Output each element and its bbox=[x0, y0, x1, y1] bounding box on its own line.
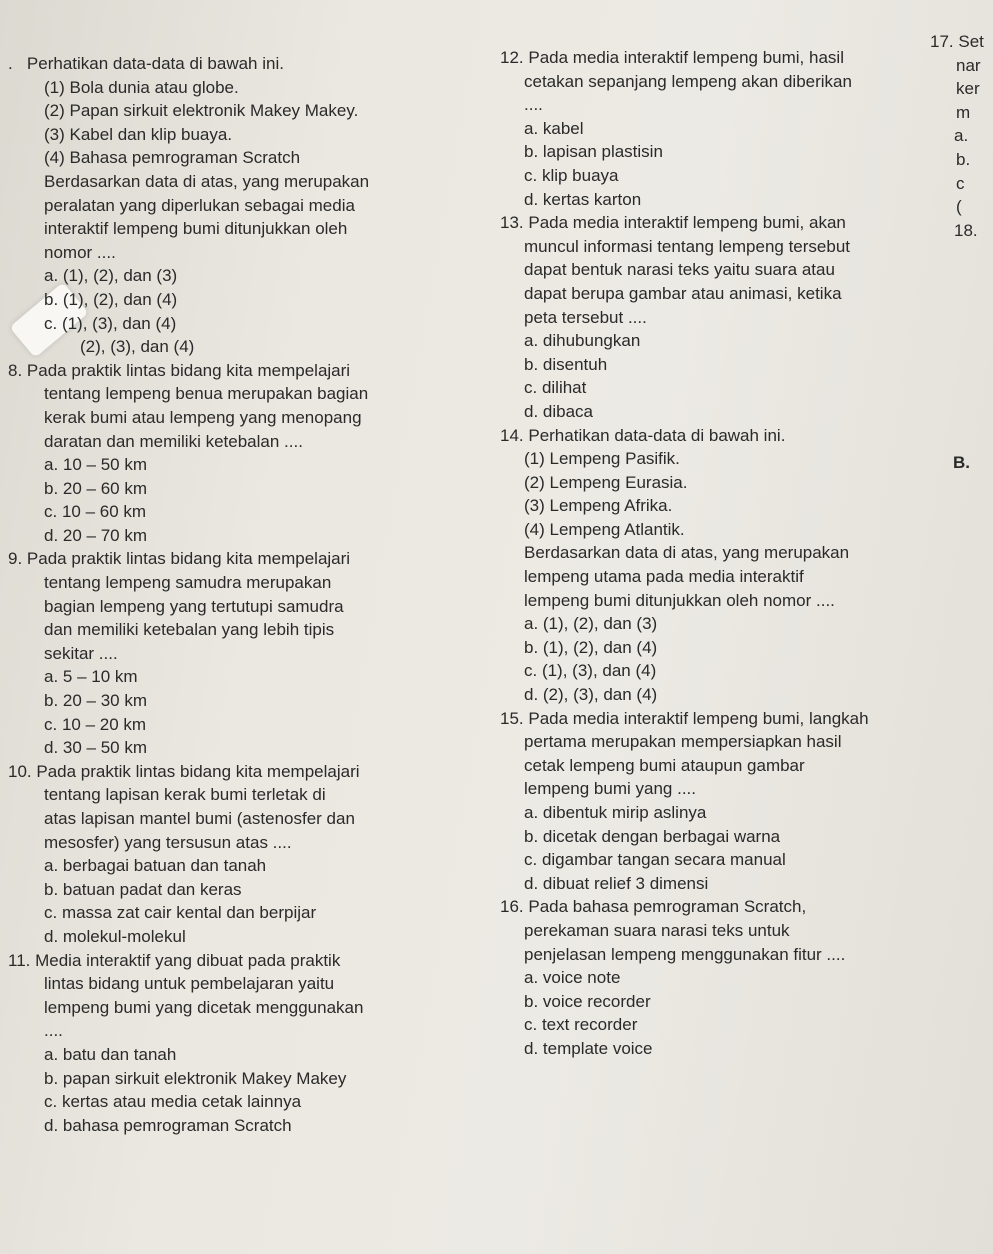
q12-line: 12. Pada media interaktif lempeng bumi, hasil bbox=[500, 48, 844, 67]
question-10 bbox=[8, 760, 473, 949]
q14-line: Berdasarkan data di atas, yang merupakan bbox=[524, 543, 850, 563]
q9-option-a: a. 5 – 10 km bbox=[44, 667, 138, 687]
q8-option-d: d. 20 – 70 km bbox=[44, 525, 148, 545]
q7-line: Berdasarkan data di atas, yang merupakan bbox=[44, 171, 370, 191]
q16-option-a: a. voice note bbox=[524, 968, 621, 988]
q14-option-d: d. (2), (3), dan (4) bbox=[524, 685, 658, 705]
q11-option-a: a. batu dan tanah bbox=[44, 1044, 177, 1064]
column-left bbox=[8, 52, 473, 1137]
question-7 bbox=[8, 52, 473, 359]
q14-item: (1) Lempeng Pasifik. bbox=[524, 449, 680, 469]
q17-fragment: ker bbox=[956, 79, 980, 99]
q15-line: cetak lempeng bumi ataupun gambar bbox=[524, 755, 805, 775]
q14-stem: 14. Perhatikan data-data di bawah ini. bbox=[500, 425, 786, 445]
q16-option-b: b. voice recorder bbox=[524, 991, 651, 1011]
question-14 bbox=[500, 424, 960, 707]
q9-option-d: d. 30 – 50 km bbox=[44, 738, 148, 758]
q7-item: (4) Bahasa pemrograman Scratch bbox=[44, 148, 301, 168]
q8-line: kerak bumi atau lempeng yang menopang bbox=[44, 407, 362, 427]
q10-line: 10. Pada praktik lintas bidang kita mempelajari bbox=[8, 761, 360, 781]
q8-option-c: c. 10 – 60 km bbox=[44, 502, 147, 522]
q14-item: (4) Lempeng Atlantik. bbox=[524, 519, 685, 539]
q16-option-d: d. template voice bbox=[524, 1038, 653, 1058]
q7-line: nomor .... bbox=[44, 242, 116, 262]
q8-line: tentang lempeng benua merupakan bagian bbox=[44, 384, 369, 404]
q7-item: (1) Bola dunia atau globe. bbox=[44, 77, 239, 97]
q11-line: 11. Media interaktif yang dibuat pada praktik bbox=[8, 950, 341, 970]
q11-option-b: b. papan sirkuit elektronik Makey Makey bbox=[44, 1068, 347, 1088]
q15-line: lempeng bumi yang .... bbox=[524, 779, 696, 799]
q8-line: daratan dan memiliki ketebalan .... bbox=[44, 431, 303, 451]
q8-option-b: b. 20 – 60 km bbox=[44, 478, 148, 498]
q13-line: dapat berupa gambar atau animasi, ketika bbox=[524, 283, 842, 303]
q16-line: 16. Pada bahasa pemrograman Scratch, bbox=[500, 897, 807, 917]
q7-option-d: (2), (3), dan (4) bbox=[80, 337, 195, 357]
q14-option-a: a. (1), (2), dan (3) bbox=[524, 614, 658, 634]
q7-line: interaktif lempeng bumi ditunjukkan oleh bbox=[44, 219, 348, 239]
q9-line: dan memiliki ketebalan yang lebih tipis bbox=[44, 620, 335, 640]
question-12 bbox=[500, 46, 960, 211]
q11-option-d: d. bahasa pemrograman Scratch bbox=[44, 1115, 292, 1135]
q12-option-c: c. klip buaya bbox=[524, 165, 619, 185]
q9-line: sekitar .... bbox=[44, 643, 118, 663]
q14-line: lempeng bumi ditunjukkan oleh nomor .... bbox=[524, 590, 835, 610]
q9-line: tentang lempeng samudra merupakan bbox=[44, 573, 332, 593]
q13-option-c: c. dilihat bbox=[524, 378, 587, 398]
question-9 bbox=[8, 547, 473, 759]
q8-line: 8. Pada praktik lintas bidang kita mempelajari bbox=[8, 360, 351, 380]
q12-option-a: a. kabel bbox=[524, 118, 584, 138]
question-13 bbox=[500, 211, 960, 423]
q10-line: atas lapisan mantel bumi (astenosfer dan bbox=[44, 809, 355, 828]
q7-option-b: b. (1), (2), dan (4) bbox=[44, 289, 178, 309]
q7-line: peralatan yang diperlukan sebagai media bbox=[44, 195, 355, 215]
q10-line: mesosfer) yang tersusun atas .... bbox=[44, 832, 292, 852]
q13-option-d: d. dibaca bbox=[524, 401, 593, 421]
section-b-label: B. bbox=[953, 453, 970, 472]
q9-option-c: c. 10 – 20 km bbox=[44, 714, 147, 734]
q13-line: peta tersebut .... bbox=[524, 307, 647, 327]
q7-item: (3) Kabel dan klip buaya. bbox=[44, 124, 233, 144]
q11-line: lintas bidang untuk pembelajaran yaitu bbox=[44, 974, 335, 994]
q10-line: tentang lapisan kerak bumi terletak di bbox=[44, 785, 326, 805]
q7-stem: . Perhatikan data-data di bawah ini. bbox=[8, 54, 284, 73]
q16-line: perekaman suara narasi teks untuk bbox=[524, 920, 790, 940]
q13-option-b: b. disentuh bbox=[524, 354, 608, 374]
q15-option-d: d. dibuat relief 3 dimensi bbox=[524, 873, 709, 893]
q12-line: cetakan sepanjang lempeng akan diberikan bbox=[524, 71, 852, 91]
q14-option-c: c. (1), (3), dan (4) bbox=[524, 661, 657, 681]
q18-fragment: 18. bbox=[954, 220, 978, 240]
q9-line: 9. Pada praktik lintas bidang kita mempelajari bbox=[8, 549, 351, 569]
q15-option-a: a. dibentuk mirip aslinya bbox=[524, 803, 707, 822]
q11-line: .... bbox=[44, 1021, 63, 1041]
q15-line: pertama merupakan mempersiapkan hasil bbox=[524, 732, 842, 752]
column-middle bbox=[500, 46, 960, 1061]
q17-fragment: a. bbox=[954, 126, 969, 146]
q7-option-a: a. (1), (2), dan (3) bbox=[44, 266, 178, 286]
q9-line: bagian lempeng yang tertutupi samudra bbox=[44, 596, 344, 616]
q12-option-d: d. kertas karton bbox=[524, 189, 642, 209]
question-15 bbox=[500, 707, 960, 896]
question-8 bbox=[8, 359, 473, 548]
q11-option-c: c. kertas atau media cetak lainnya bbox=[44, 1092, 302, 1112]
q10-option-b: b. batuan padat dan keras bbox=[44, 879, 242, 899]
q17-fragment: m bbox=[956, 102, 971, 122]
q17-fragment: b. bbox=[956, 149, 971, 169]
column-right-cropped bbox=[930, 30, 993, 242]
q15-line: 15. Pada media interaktif lempeng bumi, langkah bbox=[500, 708, 869, 728]
q13-line: 13. Pada media interaktif lempeng bumi, akan bbox=[500, 213, 846, 233]
q12-line: .... bbox=[524, 95, 543, 115]
q16-line: penjelasan lempeng menggunakan fitur .... bbox=[524, 944, 846, 964]
q10-option-d: d. molekul-molekul bbox=[44, 926, 186, 946]
q15-option-c: c. digambar tangan secara manual bbox=[524, 850, 786, 870]
q9-option-b: b. 20 – 30 km bbox=[44, 691, 148, 711]
q17-fragment: c bbox=[956, 173, 965, 193]
q15-option-b: b. dicetak dengan berbagai warna bbox=[524, 826, 781, 846]
q17-fragment: ( bbox=[956, 197, 962, 217]
q14-item: (3) Lempeng Afrika. bbox=[524, 496, 673, 516]
q13-option-a: a. dihubungkan bbox=[524, 331, 641, 351]
q8-option-a: a. 10 – 50 km bbox=[44, 455, 148, 475]
q7-item: (2) Papan sirkuit elektronik Makey Makey. bbox=[44, 101, 359, 121]
q13-line: dapat bentuk narasi teks yaitu suara atau bbox=[524, 260, 835, 280]
q14-line: lempeng utama pada media interaktif bbox=[524, 567, 804, 587]
q17-fragment: nar bbox=[956, 55, 981, 75]
q12-option-b: b. lapisan plastisin bbox=[524, 142, 663, 162]
q17-fragment: 17. Set bbox=[930, 32, 984, 51]
q10-option-c: c. massa zat cair kental dan berpijar bbox=[44, 903, 317, 923]
q13-line: muncul informasi tentang lempeng tersebut bbox=[524, 236, 851, 256]
q10-option-a: a. berbagai batuan dan tanah bbox=[44, 856, 267, 876]
question-11 bbox=[8, 949, 473, 1138]
q7-option-c: c. (1), (3), dan (4) bbox=[44, 313, 177, 333]
q16-option-c: c. text recorder bbox=[524, 1015, 638, 1035]
question-16 bbox=[500, 895, 960, 1060]
q11-line: lempeng bumi yang dicetak menggunakan bbox=[44, 997, 364, 1017]
q14-option-b: b. (1), (2), dan (4) bbox=[524, 637, 658, 657]
q14-item: (2) Lempeng Eurasia. bbox=[524, 472, 688, 492]
